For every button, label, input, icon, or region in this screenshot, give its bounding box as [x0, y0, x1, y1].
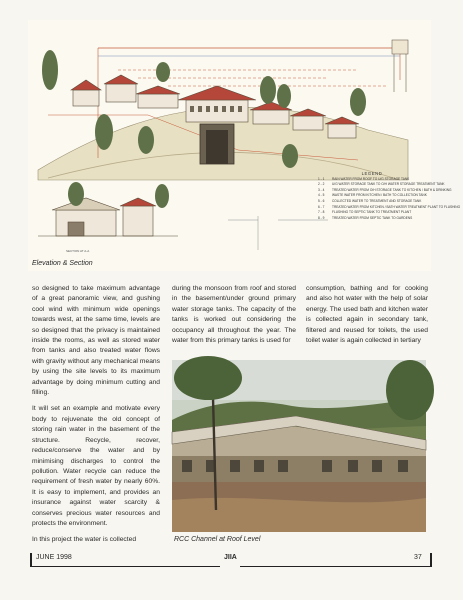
footer-underline-right	[240, 566, 430, 567]
legend-item-number: 4 - 5	[318, 193, 325, 198]
legend-item-text: TREATED WATER FROM SEPTIC TANK TO GARDENS	[332, 215, 413, 220]
footer-rule-right	[430, 553, 432, 567]
drawing-legend	[318, 171, 461, 221]
legend-item-text: RAIN WATER FROM ROOF TO U/G STORAGE TANK	[332, 176, 410, 181]
page-number: 37	[414, 554, 422, 561]
legend-item-number: 2 - 2	[318, 182, 325, 187]
footer-underline-left	[30, 566, 220, 567]
paragraph: so designed to take maximum advantage of a great panoramic view, and gushing cool wind with minimum wide openings towards west, at the same time, levels are so designed that the privacy is maintained inside the rooms, as well as stored water from tanks and also treated water flows with gravity without any mechanical means by using the site levels to its maximum advantage by doing minimum cutting and filling.	[32, 285, 160, 397]
photo-artwork	[172, 360, 426, 532]
legend-item-text: TREATED WATER FROM O/H STORAGE TANK TO KITCHEN / BATH & DRINKING	[332, 187, 452, 192]
paragraph: consumption, bathing and for cooking and also hot water with the help of solar energy. The used bath and kitchen water is collected again in secondary tank, filtered and reused for toilets, the used toilet water is again collected in tertiary	[306, 285, 428, 345]
footer-date: JUNE 1998	[36, 554, 72, 561]
legend-item-number: 1 - 1	[318, 176, 325, 181]
paragraph: In this project the water is collected	[32, 536, 137, 544]
roof-channel-photo	[172, 360, 426, 532]
legend-item-number: 3 - 4	[318, 187, 325, 192]
legend-item-text: FLUSHING TO SEPTIC TANK TO TREATMENT PLANT	[332, 210, 412, 215]
legend-item	[318, 216, 426, 222]
paragraph: during the monsoon from roof and stored in the basement/under ground primary water storage tanks. The capacity of the tanks is worked out considering the occupancy all throughout the year. The water from this primary tanks is used for	[172, 285, 296, 345]
photo-caption: RCC Channel at Roof Level	[174, 536, 261, 543]
legend-item-number: 5 - 6	[318, 198, 325, 203]
drawing-caption: Elevation & Section	[32, 260, 93, 267]
legend-title: LEGEND	[361, 171, 383, 176]
drawing-artwork	[28, 20, 431, 271]
text-column-right	[306, 284, 428, 352]
text-column-middle	[172, 284, 296, 352]
paragraph: It will set an example and motivate every body to rejuvenate the old concept of storing rain water in the basement of the structure. Recycle, recover, reduce/conserve the water and by minimising discharges to control the pollution. Water recycle can reduce the requirement of fresh water by nearly 60%. It is easy to implement, and provides an insurance against water scarcity & conserves precious water resources and protects the environment.	[32, 405, 160, 527]
legend-item-text: WASTE WATER FROM KITCHEN / BATH TO COLLECTION TANK	[332, 193, 427, 198]
footer-rule-left	[30, 553, 32, 567]
legend-item-number: 6 - 7	[318, 204, 325, 209]
svg-text:SECTION AT A-A: SECTION AT A-A	[66, 249, 90, 253]
footer-journal: JIIA	[224, 554, 237, 561]
legend-item-text: U/G WATER STORAGE TANK TO O/H WATER STORAGE TREATMENT TANK	[332, 182, 445, 187]
legend-item-text: TREATED WATER FROM KITCHEN / BATH WATER TREATMENT PLANT TO FLUSHING	[332, 204, 461, 209]
legend-item-number: 7 - 8	[318, 210, 325, 215]
text-column-left	[32, 284, 160, 552]
elevation-section-drawing	[28, 20, 431, 271]
legend-item-number: 8 - 9	[318, 215, 325, 220]
legend-item-text: COLLECTED WATER TO TREATMENT AND STORAGE TANK	[332, 198, 422, 203]
